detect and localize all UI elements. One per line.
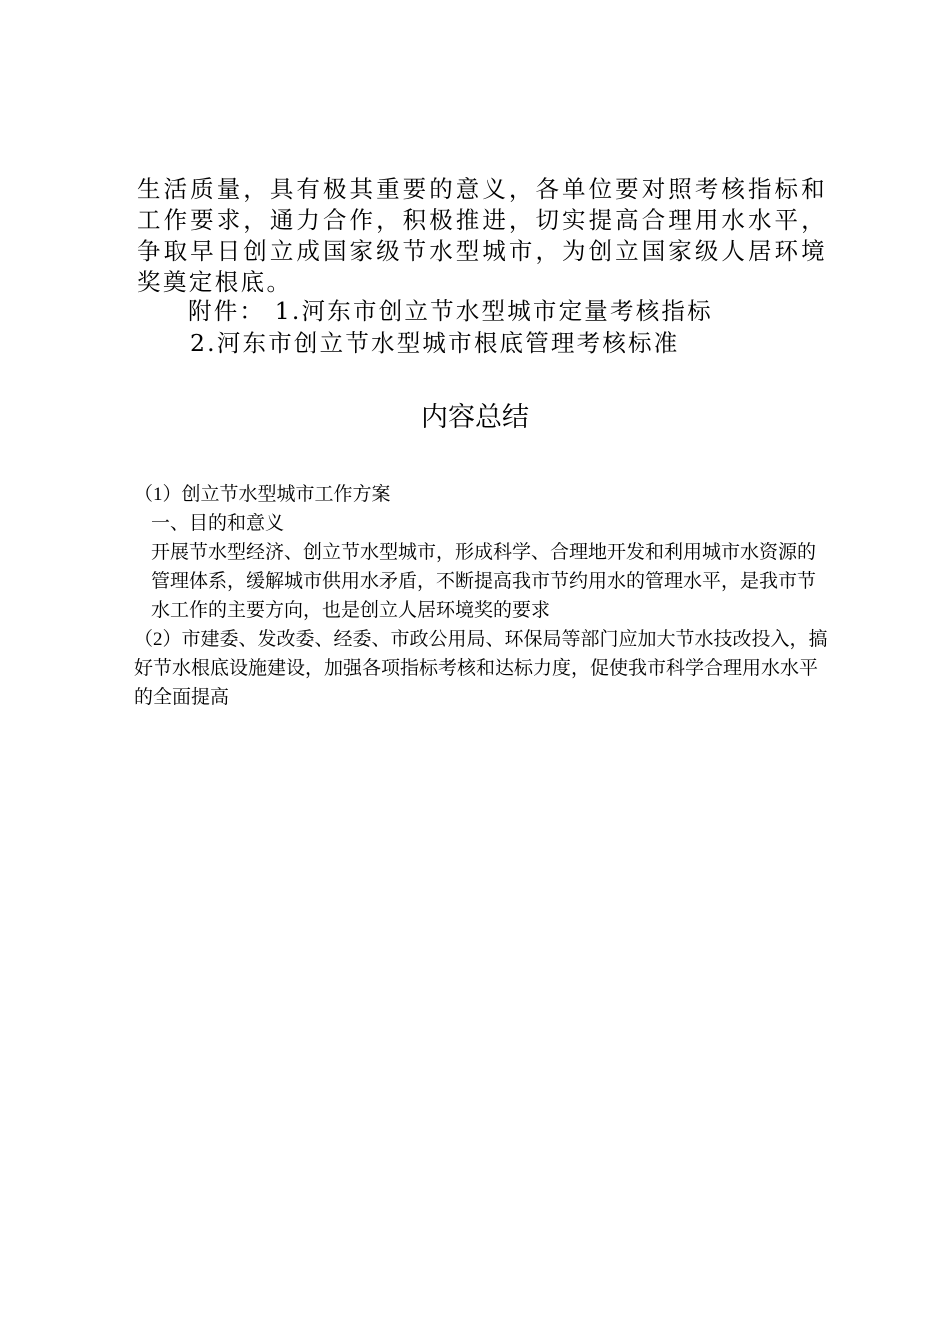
summary-subheading: 一、目的和意义 xyxy=(151,513,285,534)
summary-title: 内容总结 xyxy=(421,402,529,433)
summary-paragraph: 开展节水型经济、创立节水型城市，形成科学、合理地开发和利用城市水资源的管理体系，缓解城市供用水矛盾，不断提高我市节约用水的管理水平，是我市节水工作的主要方向，也是创立人居环境奖的要求 xyxy=(151,542,817,621)
attachment-line-2: 2.河东市创立节水型城市根底管理考核标准 xyxy=(190,329,680,357)
summary-heading: （1）创立节水型城市工作方案 xyxy=(134,484,391,505)
body-paragraph: 生活质量，具有极其重要的意义，各单位要对照考核指标和工作要求，通力合作，积极推进，切实提高合理用水水平，争取早日创立成国家级节水型城市，为创立国家级人居环境奖奠定根底。 xyxy=(137,175,827,296)
attachment-line-1: 附件： 1.河东市创立节水型城市定量考核指标 xyxy=(188,297,713,325)
summary-section xyxy=(134,480,834,712)
summary-paragraph: （2）市建委、发改委、经委、市政公用局、环保局等部门应加大节水技改投入，搞好节水根底设施建设，加强各项指标考核和达标力度，促使我市科学合理用水水平的全面提高 xyxy=(134,629,828,708)
